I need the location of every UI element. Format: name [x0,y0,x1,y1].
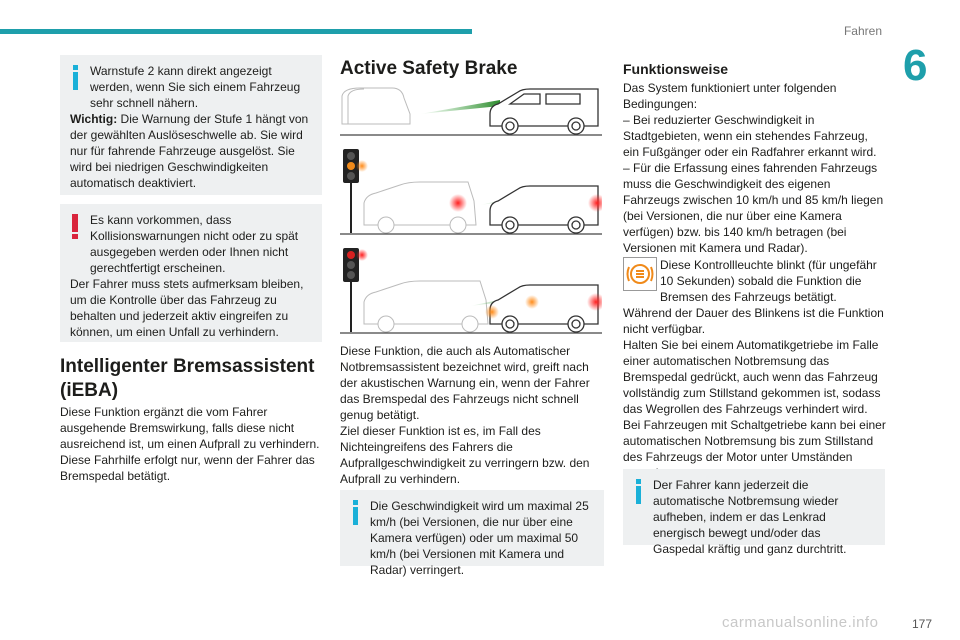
illustration-approaching-vehicle [340,84,602,138]
info-box-body [70,111,312,191]
section-title: Fahren [843,24,882,38]
func-list-item-1: – Bei reduzierter Geschwindigkeit in Stadtgebieten, wenn ein stehendes Fahrzeug, ein Fußgänger oder ein Radfahrer erkannt wird. [623,113,877,159]
info-box-warning-level [60,55,322,195]
heading-funktionsweise: Funktionsweise [623,61,729,77]
brake-warning-lamp-icon [623,257,657,291]
warning-box-first: Es kann vorkommen, dass Kollisionswarnungen nicht oder zu spät ausgegeben werden oder Ihnen nicht gerechtfertigt erscheinen. [90,213,299,275]
func-paragraph-1: Das System funktioniert unter folgenden Bedingungen: [623,81,837,111]
func-paragraph-4: Halten Sie bei einem Automatikgetriebe im Falle einer automatischen Notbremsung das Bremspedal gedrückt, auch wenn das Fahrzeug vollständig zum Stillstand gekommen ist, sodass das Wegrollen des Fahrzeugs verhindert wird. [623,338,881,416]
illustration-warning-stage [340,145,602,237]
warning-icon [72,214,78,239]
info-box-strong: Wichtig: [70,112,118,126]
info-icon [353,500,358,525]
heading-active-safety-brake: Active Safety Brake [340,58,518,79]
heading-ieba: Intelligenter Bremsassistent (iEBA) [60,356,315,401]
asb-paragraph-2: Ziel dieser Funktion ist es, im Fall des Nichteingreifens des Fahrers die Aufprallgeschwindigkeit zu verringern bzw. den Aufprall zu verhindern. [340,424,590,486]
func-paragraph-5: Bei Fahrzeugen mit Schaltgetriebe kann bei einer automatischen Notbremsung bis zum Stillstand des Fahrzeugs der Motor unter Umständen [623,418,886,464]
warning-box-collision [60,204,322,342]
top-accent-bar [0,29,472,34]
info-box-speed-reduction [340,490,604,577]
warning-box-second: Der Fahrer muss stets aufmerksam bleiben, um die Kontrolle über das Fahrzeug zu behalten und jederzeit aktiv eingreifen zu können, um einen Unfall zu verhindern. [70,277,304,339]
ieba-paragraph-2: Diese Fahrhilfe erfolgt nur, wenn der Fahrer das Bremspedal betätigt. [60,453,315,483]
info-box-first-line: Warnstufe 2 kann direkt angezeigt werden, wenn Sie sich einem Fahrzeug sehr schnell nähern. [90,64,301,110]
funktionsweise-text [623,80,887,481]
info-icon [636,479,641,504]
lamp-block [623,257,887,305]
speed-reduction-text: Die Geschwindigkeit wird um maximal 25 km/h (bei Versionen, die nur über eine Kamera verfügen) oder um maximal 50 km/h (bei Versionen mit Kamera und Radar) verringert. [370,499,589,577]
override-text: Der Fahrer kann jederzeit die automatische Notbremsung wieder aufheben, indem er das Lenkrad energisch bewegt und/oder das Gaspedal kräftig und ganz durchtritt. [653,478,847,556]
chapter-number: 6 [903,41,928,90]
info-box-override [623,469,885,556]
illustration-braking-stage [340,244,602,336]
ieba-paragraph-1: Diese Funktion ergänzt die vom Fahrer ausgehende Bremswirkung, falls diese nicht ausreichend ist, um einen Aufprall zu verhindern. [60,405,320,451]
info-icon [73,65,78,90]
watermark: carmanualsonline.info [722,614,879,631]
info-box-rest: Die Warnung der Stufe 1 hängt von der gewählten Auslöseschwelle ab. Sie wird nur für fahrende Fahrzeuge ausgelöst. Sie wird bei niedrigen Geschwindigkeiten automatisch deaktiviert. [70,112,309,190]
asb-paragraph-1: Diese Funktion, die auch als Automatischer Notbremsassistent bezeichnet wird, greift nach der akustischen Warnung ein, wenn der Fahrer das Bremspedal des Fahrzeugs nicht schnell genug betätigt. [340,344,590,422]
lamp-text: Diese Kontrollleuchte blinkt (für ungefähr 10 Sekunden) sobald die Funktion die Bremsen des Fahrzeugs betätigt. [660,258,877,304]
page-number: 177 [912,617,933,631]
ieba-text [60,404,324,484]
func-paragraph-3: Während der Dauer des Blinkens ist die Funktion nicht verfügbar. [623,306,884,336]
func-list-item-2: – Für die Erfassung eines fahrenden Fahrzeugs muss die Geschwindigkeit des eigenen Fahrzeugs zwischen 10 km/h und 85 km/h liegen (bei Versionen, die nur über eine Kamera verfügen) bzw. bis 140 km/h betragen (bei Versionen mit Kamera und Radar). [623,161,884,255]
asb-text [340,343,604,487]
